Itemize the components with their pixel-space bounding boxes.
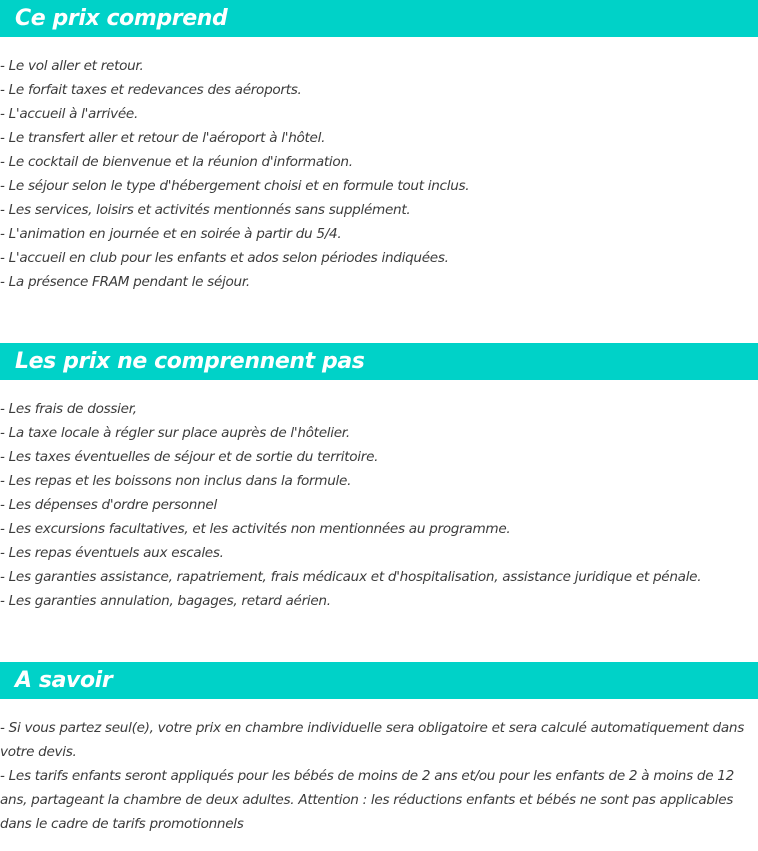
section-title-excluded: Les prix ne comprennent pas <box>0 343 758 380</box>
list-item: - Les dépenses d'ordre personnel <box>0 497 217 513</box>
list-item: - Le vol aller et retour. <box>0 58 144 74</box>
list-item: - Les garanties assistance, rapatriement, frais médicaux et d'hospitalisation, assistance juridique et pénale. <box>0 569 702 585</box>
section-title-info: A savoir <box>0 662 758 699</box>
list-item: - Les garanties annulation, bagages, retard aérien. <box>0 593 331 609</box>
excluded-list <box>0 397 758 613</box>
list-item: - Le transfert aller et retour de l'aéroport à l'hôtel. <box>0 130 326 146</box>
section-info <box>0 662 758 836</box>
list-item: - L'accueil à l'arrivée. <box>0 106 139 122</box>
list-item: - Les frais de dossier, <box>0 401 137 417</box>
list-item: - Les taxes éventuelles de séjour et de sortie du territoire. <box>0 449 379 465</box>
list-item: - La taxe locale à régler sur place auprès de l'hôtelier. <box>0 425 350 441</box>
list-item: - Les excursions facultatives, et les activités non mentionnées au programme. <box>0 521 511 537</box>
list-item: - Si vous partez seul(e), votre prix en chambre individuelle sera obligatoire et sera calculé automatiquement dans votre devis. <box>0 720 745 760</box>
list-item: - L'animation en journée et en soirée à partir du 5/4. <box>0 226 342 242</box>
section-title-included: Ce prix comprend <box>0 0 758 37</box>
list-item: - Les tarifs enfants seront appliqués pour les bébés de moins de 2 ans et/ou pour les enfants de 2 à moins de 12 ans, partageant la chambre de deux adultes. Attention : les réductions enfants et bébés ne sont pas applicables dans le cadre de tarifs promotionnels <box>0 768 734 832</box>
list-item: - Le cocktail de bienvenue et la réunion d'information. <box>0 154 353 170</box>
list-item: - Les services, loisirs et activités mentionnés sans supplément. <box>0 202 411 218</box>
list-item: - L'accueil en club pour les enfants et ados selon périodes indiquées. <box>0 250 449 266</box>
list-item: - Les repas éventuels aux escales. <box>0 545 224 561</box>
included-list <box>0 54 758 294</box>
section-excluded <box>0 343 758 613</box>
list-item: - Les repas et les boissons non inclus dans la formule. <box>0 473 352 489</box>
list-item: - La présence FRAM pendant le séjour. <box>0 274 250 290</box>
section-included <box>0 0 758 294</box>
info-list <box>0 716 758 836</box>
list-item: - Le forfait taxes et redevances des aéroports. <box>0 82 302 98</box>
list-item: - Le séjour selon le type d'hébergement choisi et en formule tout inclus. <box>0 178 470 194</box>
